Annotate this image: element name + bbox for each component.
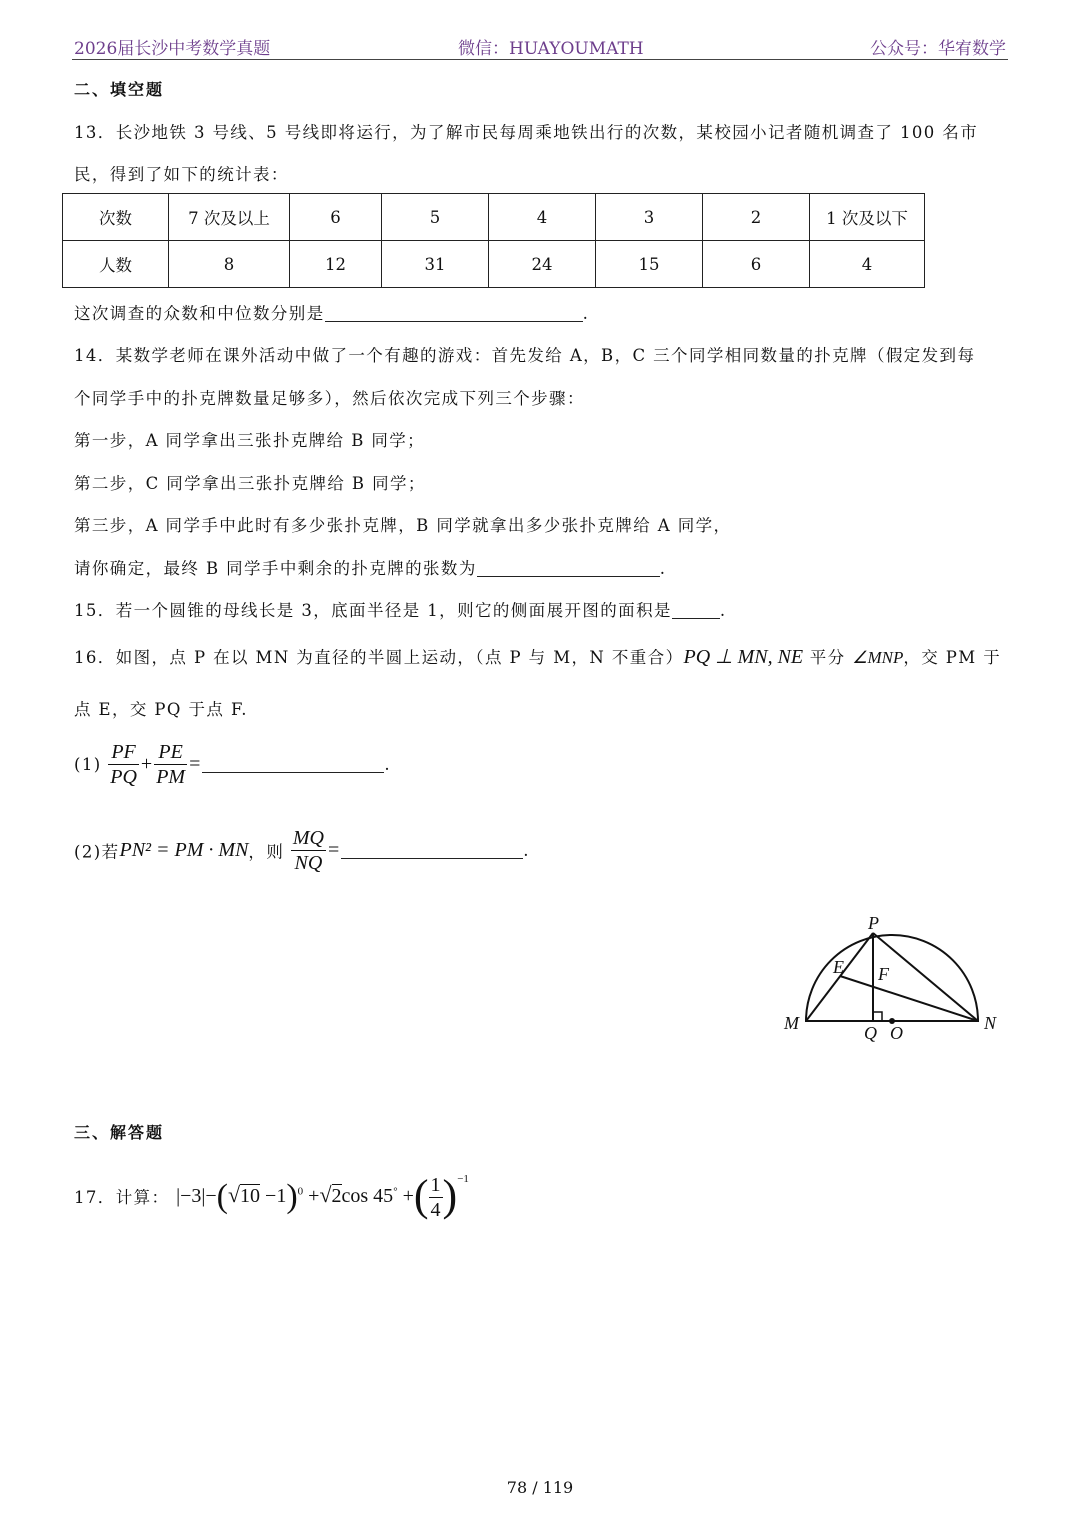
table-cell: 6 <box>703 241 810 288</box>
segment-NE <box>840 976 978 1021</box>
table-cell: 1 次及以下 <box>810 194 925 241</box>
q15-answer-blank[interactable] <box>672 602 720 619</box>
fraction: $\frac{PF}{PQ}$ <box>110 741 137 788</box>
table-cell: 人数 <box>63 241 169 288</box>
q14-step2: 第二步，C 同学拿出三张扑克牌给 B 同学； <box>74 474 426 493</box>
q16-line2: 点 E，交 PQ 于点 F. <box>74 700 248 719</box>
q16-part2-answer-blank[interactable] <box>341 842 523 859</box>
q13-table <box>62 193 925 288</box>
table-cell: 15 <box>596 241 703 288</box>
q13-question: 这次调查的众数和中位数分别是 . <box>74 304 590 323</box>
fraction: $\frac{MQ}{NQ}$ <box>292 827 324 874</box>
q14-step3: 第三步，A 同学手中此时有多少张扑克牌，B 同学就拿出多少张扑克牌给 A 同学， <box>74 516 732 535</box>
table-cell: 次数 <box>63 194 169 241</box>
q14-line1: 14．某数学老师在课外活动中做了一个有趣的游戏：首先发给 A，B，C 三个同学相同数量的扑克牌（假定发到每 <box>74 346 976 365</box>
q14-step1: 第一步，A 同学拿出三张扑克牌给 B 同学； <box>74 431 426 450</box>
label-M: M <box>784 1013 799 1033</box>
table-cell: 6 <box>290 194 382 241</box>
q15-question: 15．若一个圆锥的母线长是 3，底面半径是 1，则它的侧面展开图的面积是 . <box>74 601 727 620</box>
right-angle-mark <box>873 1012 882 1021</box>
table-cell: 4 <box>489 194 596 241</box>
q13-answer-blank[interactable] <box>325 305 583 322</box>
table-cell: 2 <box>703 194 810 241</box>
header-left: 2026届长沙中考数学真题 <box>74 39 271 59</box>
q13-line2: 民，得到了如下的统计表： <box>74 165 289 184</box>
segment-PM <box>806 933 873 1021</box>
header-center: 微信：HUAYOUMATH <box>458 39 644 59</box>
q17-question: 17．计算： $|-3|-(√10 -1)^0 +√2\cos$ 45° +( $\frac{1}{4}$ )$^{-1}$ <box>74 1171 469 1221</box>
table-cell: 4 <box>810 241 925 288</box>
table-header-row <box>63 194 925 241</box>
label-N: N <box>984 1013 997 1033</box>
label-Q: Q <box>864 1023 877 1043</box>
label-E: E <box>833 957 844 977</box>
table-row <box>63 241 925 288</box>
table-cell: 24 <box>489 241 596 288</box>
table-cell: 12 <box>290 241 382 288</box>
header-rule <box>72 59 1008 60</box>
q16-part1-answer-blank[interactable] <box>202 756 384 773</box>
header-right: 公众号：华宥数学 <box>870 39 1006 59</box>
table-cell: 5 <box>382 194 489 241</box>
q14-answer-blank[interactable] <box>477 560 660 577</box>
section-title-fill-blank: 二、填空题 <box>74 80 165 99</box>
section-title-solve: 三、解答题 <box>74 1123 165 1142</box>
table-cell: 31 <box>382 241 489 288</box>
q14-question: 请你确定，最终 B 同学手中剩余的扑克牌的张数为 . <box>74 559 667 578</box>
label-O: O <box>890 1023 903 1043</box>
q16-line1: 16．如图，点 P 在以 MN 为直径的半圆上运动，（点 P 与 M，N 不重合）PQ ⊥ MN, NE 平分 ∠MNP，交 PM 于 <box>74 646 1002 668</box>
fraction: $\frac{PE}{PM}$ <box>156 741 186 788</box>
table-cell: 3 <box>596 194 703 241</box>
q14-line2: 个同学手中的扑克牌数量足够多），然后依次完成下列三个步骤： <box>74 389 585 408</box>
semicircle-figure <box>772 908 1012 1048</box>
table-cell: 8 <box>169 241 290 288</box>
page-number: 78 / 119 <box>506 1478 574 1497</box>
label-P: P <box>868 913 879 933</box>
q16-part2: (2)若PN² = PM · MN，则 $\frac{MQ}{NQ}$ = . <box>74 827 530 874</box>
q13-line1: 13．长沙地铁 3 号线、5 号线即将运行，为了解市民每周乘地铁出行的次数，某校园小记者随机调查了 100 名市 <box>74 123 979 142</box>
table-cell: 7 次及以上 <box>169 194 290 241</box>
q17-expression: $|-3|-(√10 -1)^0 +√2\cos$ 45° +( $\frac{1}{4}$ )$^{-1}$ <box>176 1171 469 1221</box>
label-F: F <box>878 964 889 984</box>
q16-part1: (1) $\frac{PF}{PQ}$ + $\frac{PE}{PM}$ = . <box>74 741 392 788</box>
